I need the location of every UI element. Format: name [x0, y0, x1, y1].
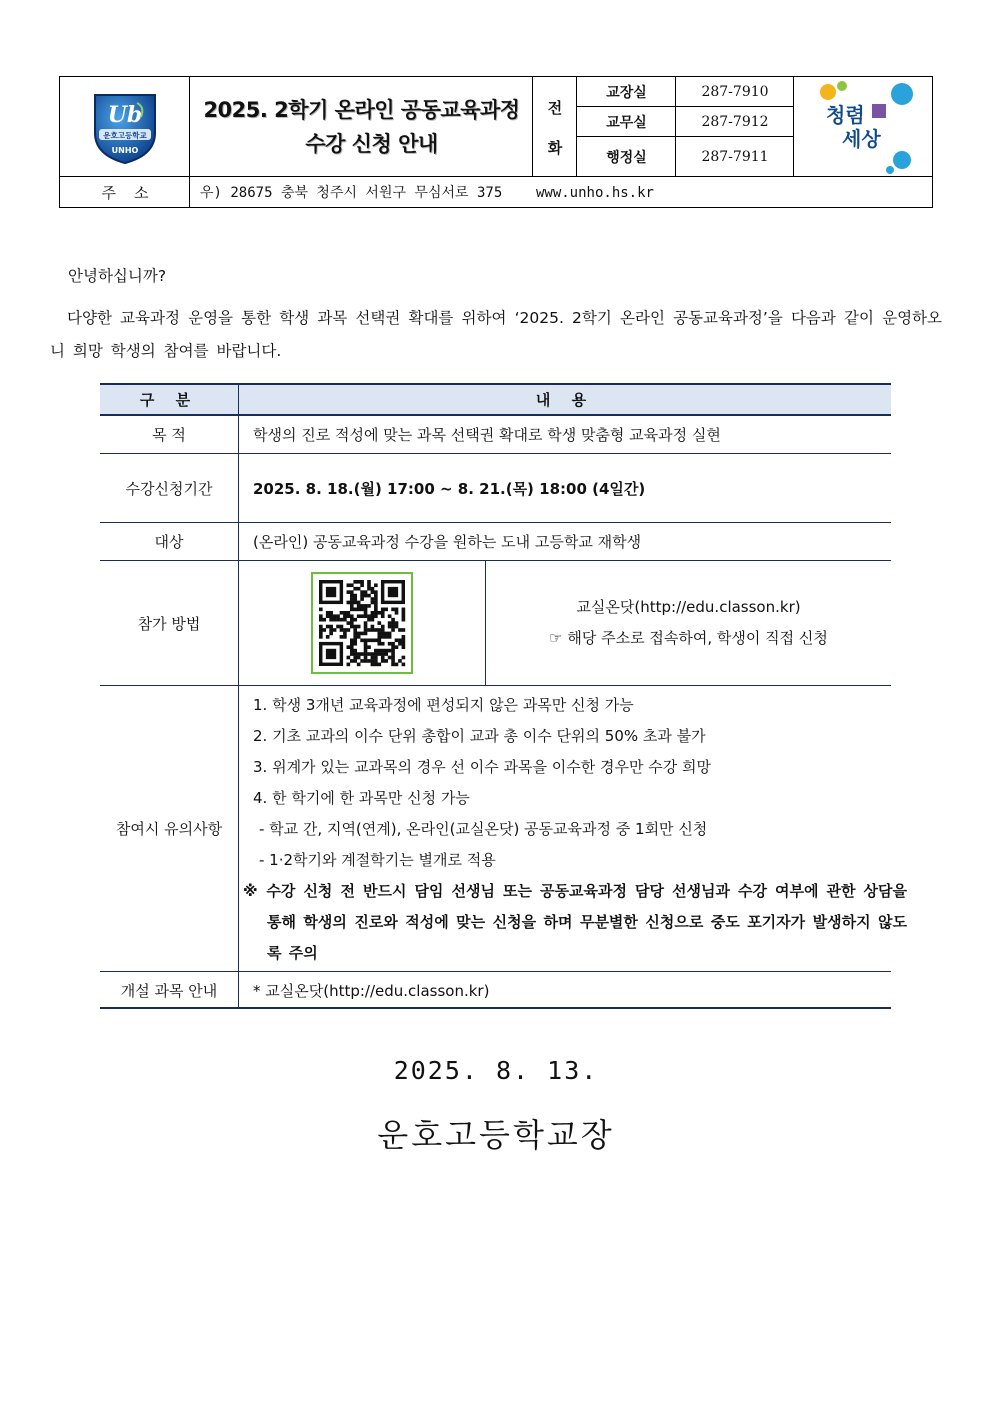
- method-site-link[interactable]: 교실온닷(http://edu.classon.kr): [576, 598, 801, 616]
- svg-text:Ub: Ub: [107, 102, 143, 128]
- table-row-purpose: [100, 416, 891, 454]
- method-description: ☞ 해당 주소로 접속하여, 학생이 직접 신청: [549, 629, 828, 647]
- svg-text:UNHO: UNHO: [111, 146, 139, 155]
- note-item: 2. 기초 교과의 이수 단위 총합이 교과 총 이수 단위의 50% 초과 불가: [253, 727, 706, 745]
- signer-name: 운호고등학교장: [377, 1116, 615, 1154]
- phone-room-principal: 교장실: [606, 84, 647, 101]
- greeting: 안녕하십니까?: [68, 267, 167, 285]
- note-item: 1. 학생 3개년 교육과정에 편성되지 않은 과목만 신청 가능: [253, 696, 634, 714]
- intro-paragraph: 다양한 교육과정 운영을 통한 학생 과목 선택권 확대를 위하여 ‘2025. 2학기 온라인 공동교육과정’을 다음과 같이 운영하오니 희망 학생의 참여를 바랍니다.: [50, 309, 942, 360]
- document-title: [190, 77, 533, 177]
- phone-number-principal: 287-7910: [701, 83, 769, 100]
- info-table: [100, 383, 907, 1009]
- method-label: 참가 방법: [100, 561, 239, 685]
- table-header-row: [100, 383, 891, 416]
- title-line-2: 수강 신청 안내: [305, 132, 438, 156]
- table-row-period: [100, 454, 891, 523]
- letterhead: [59, 76, 933, 208]
- phone-number-academic: 287-7912: [701, 113, 769, 130]
- school-logo: [60, 77, 190, 177]
- method-instructions: [486, 561, 891, 685]
- qr-code[interactable]: [311, 572, 413, 674]
- warning-note: ※ 수강 신청 전 반드시 담임 선생님 또는 공동교육과정 담당 선생님과 수강 여부에 관한 상담을 통해 학생의 진로와 적성에 맞는 신청을 하며 무분별한 신청으로 중도 포기자가 발생하지 않도록 주의: [243, 882, 907, 962]
- purpose-value: 학생의 진로 적성에 맞는 과목 선택권 확대로 학생 맞춤형 교육과정 실현: [253, 426, 721, 444]
- phone-label-top: 전: [547, 98, 563, 117]
- period-value: 2025. 8. 18.(월) 17:00 ~ 8. 21.(목) 18:00 (4일간): [253, 479, 646, 498]
- target-value: (온라인) 공동교육과정 수강을 원하는 도내 고등학교 재학생: [253, 533, 642, 551]
- note-subitem: - 학교 간, 지역(연계), 온라인(교실온닷) 공동교육과정 중 1회만 신청: [259, 820, 708, 838]
- qr-code-cell: [239, 561, 486, 685]
- svg-text:청렴: 청렴: [826, 103, 865, 127]
- title-line-1: 2025. 2학기 온라인 공동교육과정: [203, 98, 520, 122]
- header-category: 구 분: [100, 385, 239, 414]
- phone-label-bottom: 화: [547, 138, 563, 157]
- table-row-notes: [100, 686, 907, 972]
- table-row-courses: [100, 972, 891, 1009]
- header-content: 내 용: [535, 391, 595, 409]
- purpose-label: 목 적: [100, 416, 239, 453]
- note-item: 4. 한 학기에 한 과목만 신청 가능: [253, 789, 470, 807]
- courses-label: 개설 과목 안내: [100, 972, 239, 1009]
- integrity-logo: [794, 77, 934, 177]
- table-row-method: [100, 561, 891, 686]
- target-label: 대상: [100, 523, 239, 560]
- svg-text:운호고등학교: 운호고등학교: [103, 131, 147, 140]
- address-value: 우) 28675 충북 청주시 서원구 무심서로 375 www.unho.hs.kr: [200, 185, 654, 201]
- phone-number-admin: 287-7911: [701, 148, 769, 165]
- note-subitem: - 1·2학기와 계절학기는 별개로 적용: [259, 851, 496, 869]
- notes-label: 참여시 유의사항: [100, 686, 239, 971]
- notes-list: [239, 686, 907, 971]
- courses-value: * 교실온닷(http://edu.classon.kr): [253, 982, 490, 1000]
- phone-label: [533, 77, 577, 177]
- phone-room-admin: 행정실: [606, 149, 647, 166]
- note-item: 3. 위계가 있는 교과목의 경우 선 이수 과목을 이수한 경우만 수강 희망: [253, 758, 711, 776]
- phone-room-academic: 교무실: [606, 114, 647, 131]
- address-label: 주소: [101, 183, 167, 202]
- issue-date: 2025. 8. 13.: [393, 1056, 599, 1085]
- svg-text:세상: 세상: [842, 127, 881, 151]
- table-row-target: [100, 523, 891, 561]
- table-bottom-rule: [100, 1007, 891, 1009]
- period-label: 수강신청기간: [100, 454, 239, 522]
